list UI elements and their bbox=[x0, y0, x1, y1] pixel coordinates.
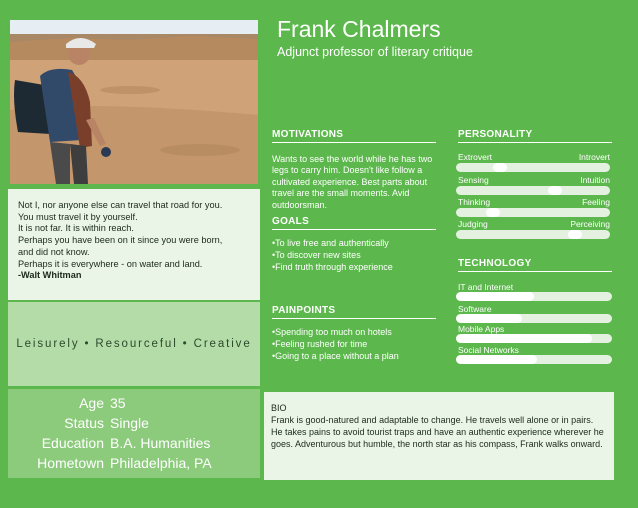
demographic-value: 35 bbox=[110, 395, 126, 411]
scale-right-label: Intuition bbox=[580, 175, 610, 185]
scale-track bbox=[456, 186, 610, 195]
painpoint-item: • Feeling rushed for time bbox=[272, 339, 442, 351]
traits-bar bbox=[8, 302, 260, 386]
goal-item: • Find truth through experience bbox=[272, 262, 442, 274]
scale-marker bbox=[568, 230, 582, 239]
demographic-label: Hometown bbox=[37, 455, 104, 471]
trait-separator: • bbox=[84, 338, 91, 350]
technology-bar bbox=[456, 304, 612, 326]
bio-title: BIO bbox=[271, 403, 287, 413]
demographic-row bbox=[8, 433, 260, 453]
personality-scale bbox=[458, 175, 610, 199]
scale-left-label: Extrovert bbox=[458, 152, 493, 162]
technology-fill bbox=[456, 355, 537, 364]
trait: Resourceful bbox=[95, 338, 178, 350]
scale-left-label: Thinking bbox=[458, 197, 491, 207]
technology-fill bbox=[456, 314, 522, 323]
technology-bar bbox=[456, 324, 612, 346]
technology-bar bbox=[456, 282, 612, 304]
personality-title: PERSONALITY bbox=[458, 129, 612, 143]
technology-label: Social Networks bbox=[458, 345, 519, 355]
goal-item: • To discover new sites bbox=[272, 250, 442, 262]
painpoints-title: PAINPOINTS bbox=[272, 305, 436, 319]
demographic-label: Status bbox=[64, 415, 104, 431]
quote-line: It is not far. It is within reach. bbox=[18, 223, 134, 234]
scale-marker bbox=[486, 208, 500, 217]
scale-left-label: Sensing bbox=[458, 175, 489, 185]
technology-label: Software bbox=[458, 304, 492, 314]
quote-author: -Walt Whitman bbox=[18, 270, 82, 281]
technology-track bbox=[456, 355, 612, 364]
personality-scale bbox=[458, 219, 610, 243]
bio-box bbox=[264, 392, 614, 480]
personality-scale bbox=[458, 197, 610, 221]
scale-right-label: Feeling bbox=[582, 197, 610, 207]
quote-line: Perhaps you have been on it since you were born, bbox=[18, 235, 223, 246]
demographic-label: Education bbox=[41, 435, 104, 451]
quote-line: Not I, nor anyone else can travel that road for you. bbox=[18, 200, 223, 210]
goals-list bbox=[272, 238, 442, 273]
trait: Creative bbox=[193, 338, 252, 350]
quote-line: Perhaps it is everywhere - on water and land. bbox=[18, 258, 203, 269]
technology-title: TECHNOLOGY bbox=[458, 258, 612, 272]
persona-photo bbox=[8, 18, 260, 186]
painpoint-item: • Spending too much on hotels bbox=[272, 327, 442, 339]
technology-track bbox=[456, 292, 612, 301]
bio-text: Frank is good-natured and adaptable to change. He travels well alone or in pairs. He takes pains to avoid tourist traps and have an authentic experience wherever he goes. Adventurous but humble, the north star as his compass, Frank walks onward. bbox=[271, 415, 604, 449]
persona-name: Frank Chalmers bbox=[277, 16, 441, 42]
demographic-value: B.A. Humanities bbox=[110, 435, 211, 451]
trait-separator: • bbox=[182, 338, 189, 350]
technology-bar bbox=[456, 345, 612, 367]
demographic-row bbox=[8, 413, 260, 433]
personality-scale bbox=[458, 152, 610, 176]
scale-marker bbox=[548, 186, 562, 195]
technology-track bbox=[456, 334, 612, 343]
technology-fill bbox=[456, 334, 592, 343]
quote-line: and did not know. bbox=[18, 246, 90, 257]
scale-track bbox=[456, 230, 610, 239]
quote-box bbox=[8, 189, 260, 300]
scale-right-label: Introvert bbox=[578, 152, 610, 162]
scale-right-label: Perceiving bbox=[570, 219, 610, 229]
painpoint-item: • Going to a place without a plan bbox=[272, 351, 442, 363]
technology-fill bbox=[456, 292, 534, 301]
quote-line: You must travel it by yourself. bbox=[18, 211, 138, 222]
scale-left-label: Judging bbox=[458, 219, 488, 229]
goal-item: • To live free and authentically bbox=[272, 238, 442, 250]
demographics-box bbox=[8, 389, 260, 478]
scale-marker bbox=[493, 163, 507, 172]
technology-track bbox=[456, 314, 612, 323]
scale-track bbox=[456, 163, 610, 172]
demographic-label: Age bbox=[79, 395, 104, 411]
goals-title: GOALS bbox=[272, 216, 436, 230]
demographic-row bbox=[8, 453, 260, 473]
demographic-value: Philadelphia, PA bbox=[110, 455, 212, 471]
technology-label: IT and Internet bbox=[458, 282, 514, 292]
motivations-text: Wants to see the world while he has two legs to carry him. Doesn't like follow a cultivated experience. Best parts about travel are the small moments. Avid outdoorsman. bbox=[272, 154, 433, 210]
technology-label: Mobile Apps bbox=[458, 324, 505, 334]
demographic-value: Single bbox=[110, 415, 149, 431]
demographic-row bbox=[8, 393, 260, 413]
trait: Leisurely bbox=[16, 338, 80, 350]
scale-track bbox=[456, 208, 610, 217]
persona-role: Adjunct professor of literary critique bbox=[277, 45, 473, 59]
painpoints-list bbox=[272, 327, 442, 362]
motivations-title: MOTIVATIONS bbox=[272, 129, 436, 143]
